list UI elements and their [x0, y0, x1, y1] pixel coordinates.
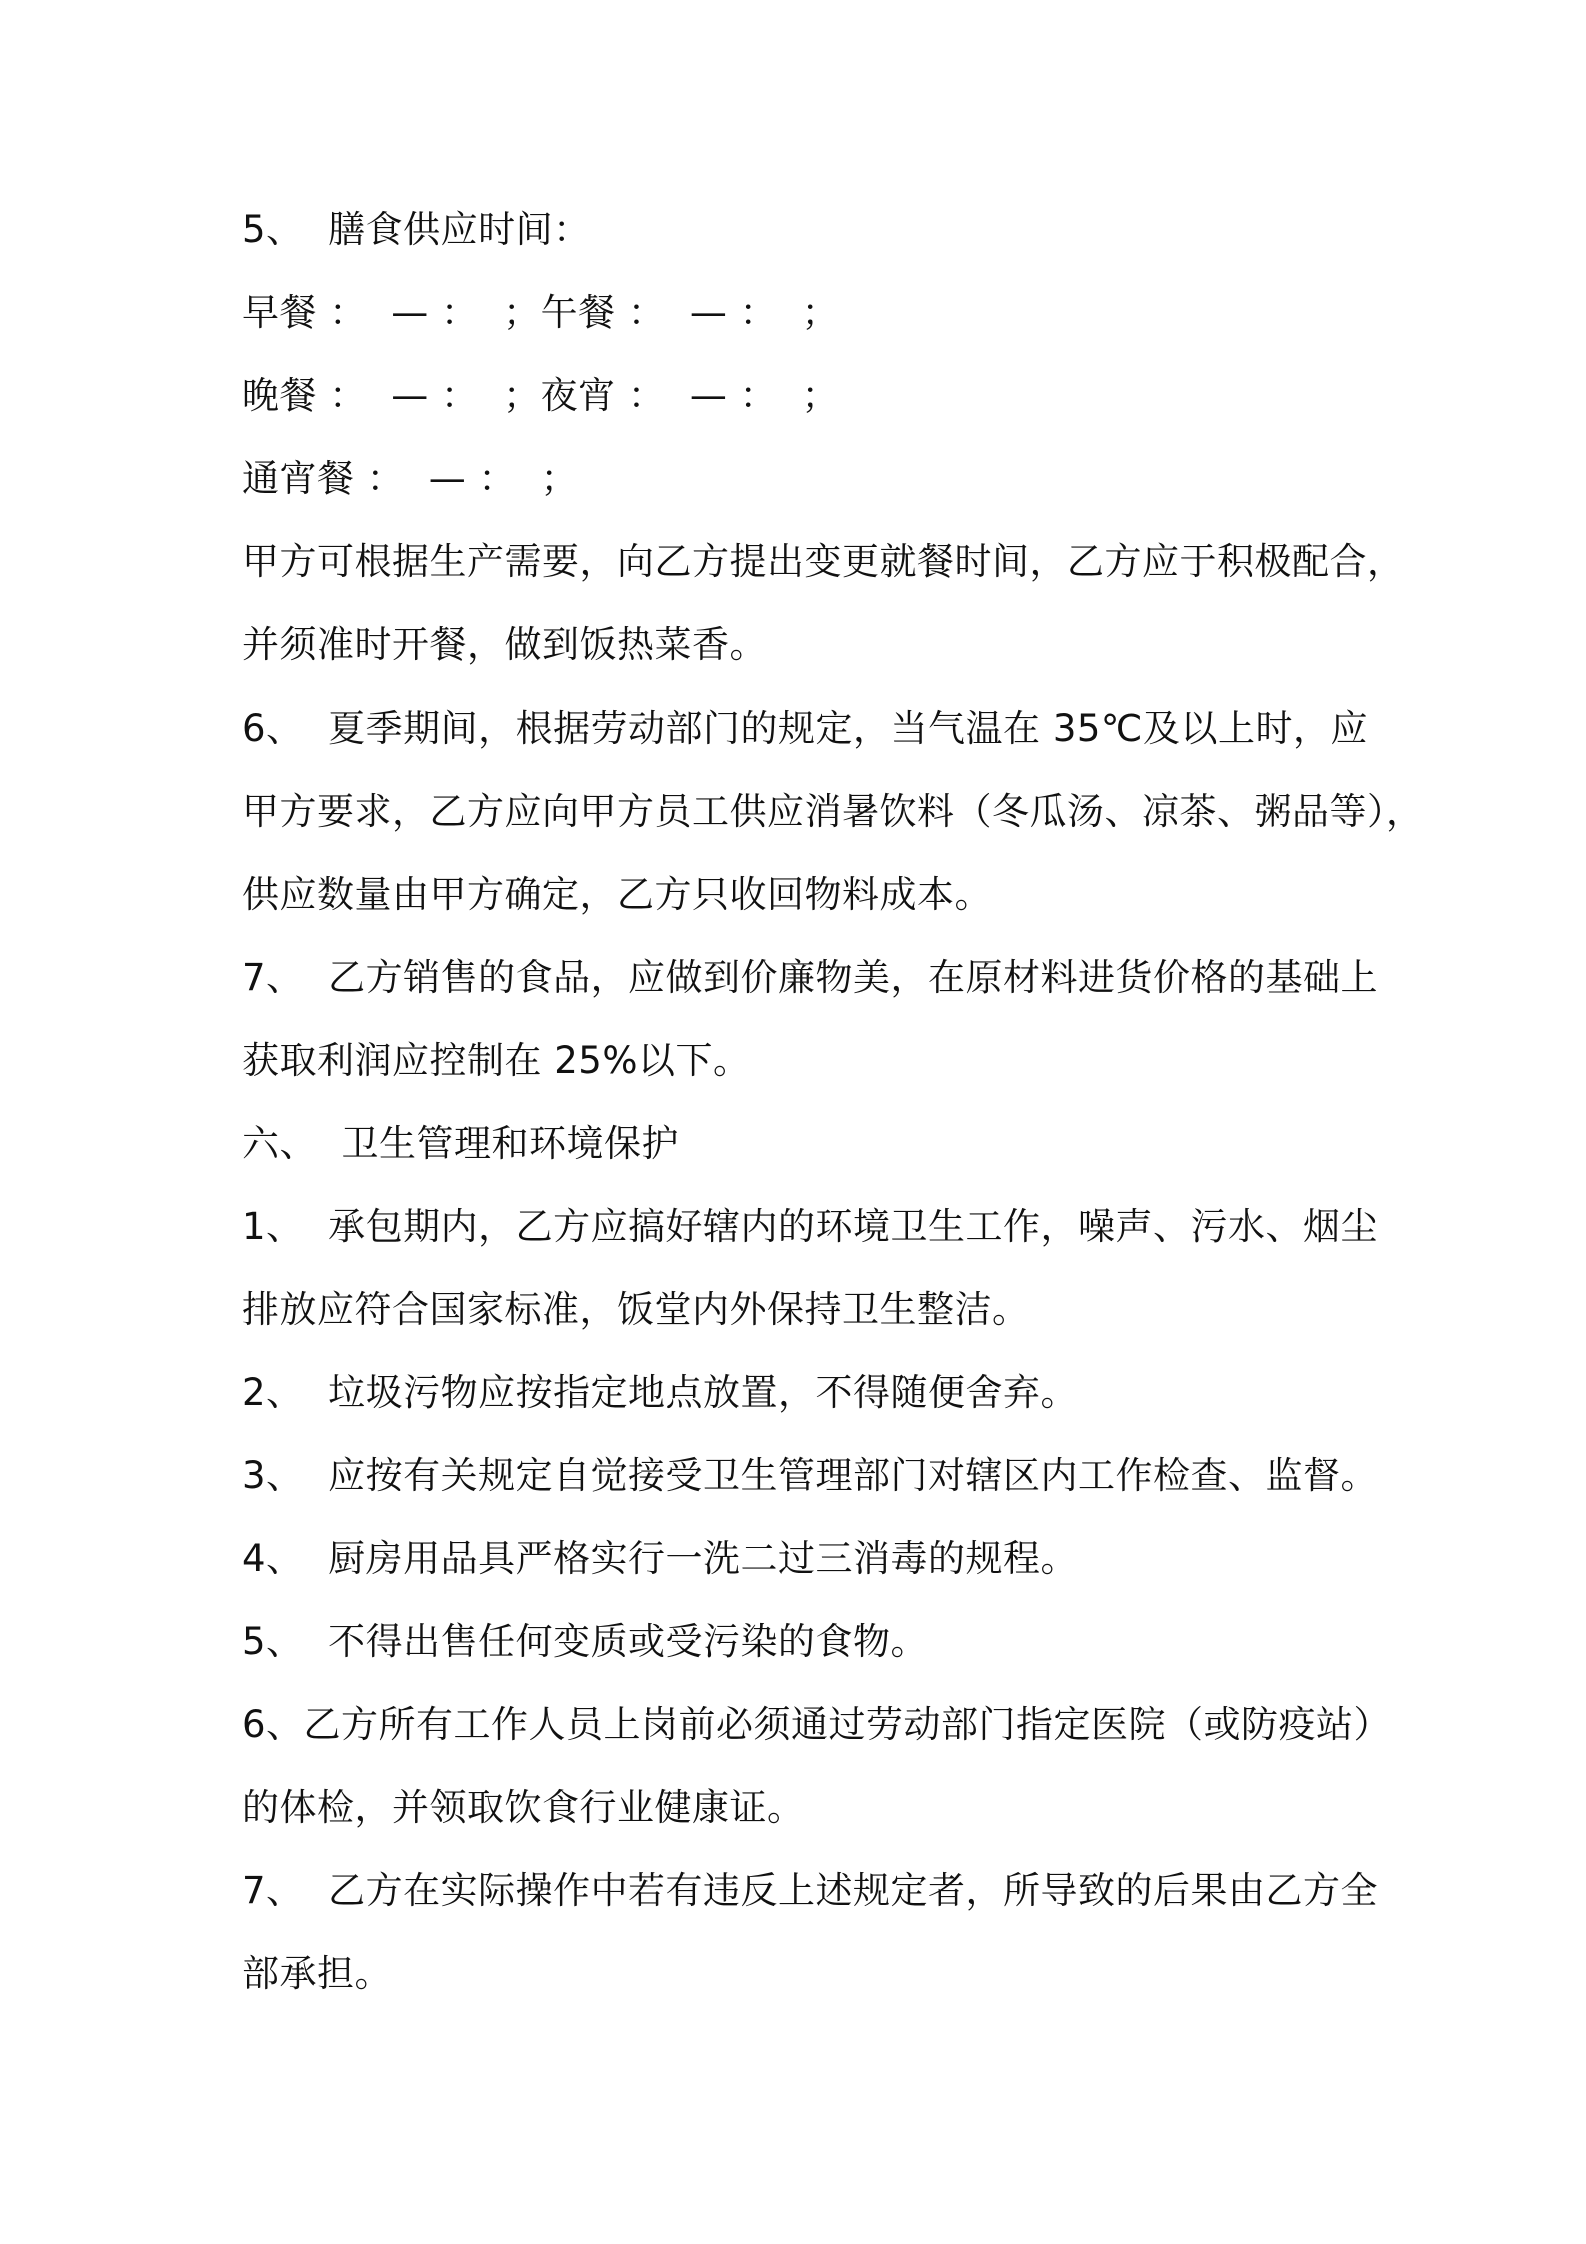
text-line: 7、 乙方销售的食品，应做到价廉物美，在原材料进货价格的基础上: [242, 956, 1379, 999]
text-line: 6、乙方所有工作人员上岗前必须通过劳动部门指定医院（或防疫站）: [242, 1703, 1392, 1746]
text-line: 甲方要求，乙方应向甲方员工供应消暑饮料（冬瓜汤、凉茶、粥品等），: [242, 790, 1424, 833]
text-line: 1、 承包期内，乙方应搞好辖内的环境卫生工作，噪声、污水、烟尘: [242, 1205, 1379, 1248]
text-line: 并须准时开餐，做到饭热菜香。: [242, 623, 767, 666]
text-line: 通宵餐 ： — ： ；: [242, 457, 579, 500]
text-line: 晚餐 ： — ： ；夜宵 ： — ： ；: [242, 374, 840, 417]
text-line: 5、 膳食供应时间：: [242, 208, 591, 251]
text-line: 4、 厨房用品具严格实行一洗二过三消毒的规程。: [242, 1537, 1079, 1580]
text-line: 7、 乙方在实际操作中若有违反上述规定者，所导致的后果由乙方全: [242, 1869, 1379, 1912]
text-line: 早餐 ： — ： ；午餐 ： — ： ；: [242, 291, 840, 334]
text-line: 2、 垃圾污物应按指定地点放置，不得随便舍弃。: [242, 1371, 1079, 1414]
text-line: 5、 不得出售任何变质或受污染的食物。: [242, 1620, 929, 1663]
section-heading: 六、 卫生管理和环境保护: [242, 1122, 680, 1165]
text-line: 部承担。: [242, 1952, 392, 1995]
text-line: 6、 夏季期间，根据劳动部门的规定，当气温在 35℃及以上时，应: [242, 707, 1368, 750]
text-line: 甲方可根据生产需要，向乙方提出变更就餐时间，乙方应于积极配合，: [242, 540, 1405, 583]
text-line: 的体检，并领取饮食行业健康证。: [242, 1786, 805, 1829]
text-line: 排放应符合国家标准，饭堂内外保持卫生整洁。: [242, 1288, 1030, 1331]
text-line: 供应数量由甲方确定，乙方只收回物料成本。: [242, 873, 992, 916]
text-line: 获取利润应控制在 25%以下。: [242, 1039, 751, 1082]
text-line: 3、 应按有关规定自觉接受卫生管理部门对辖区内工作检查、监督。: [242, 1454, 1379, 1497]
